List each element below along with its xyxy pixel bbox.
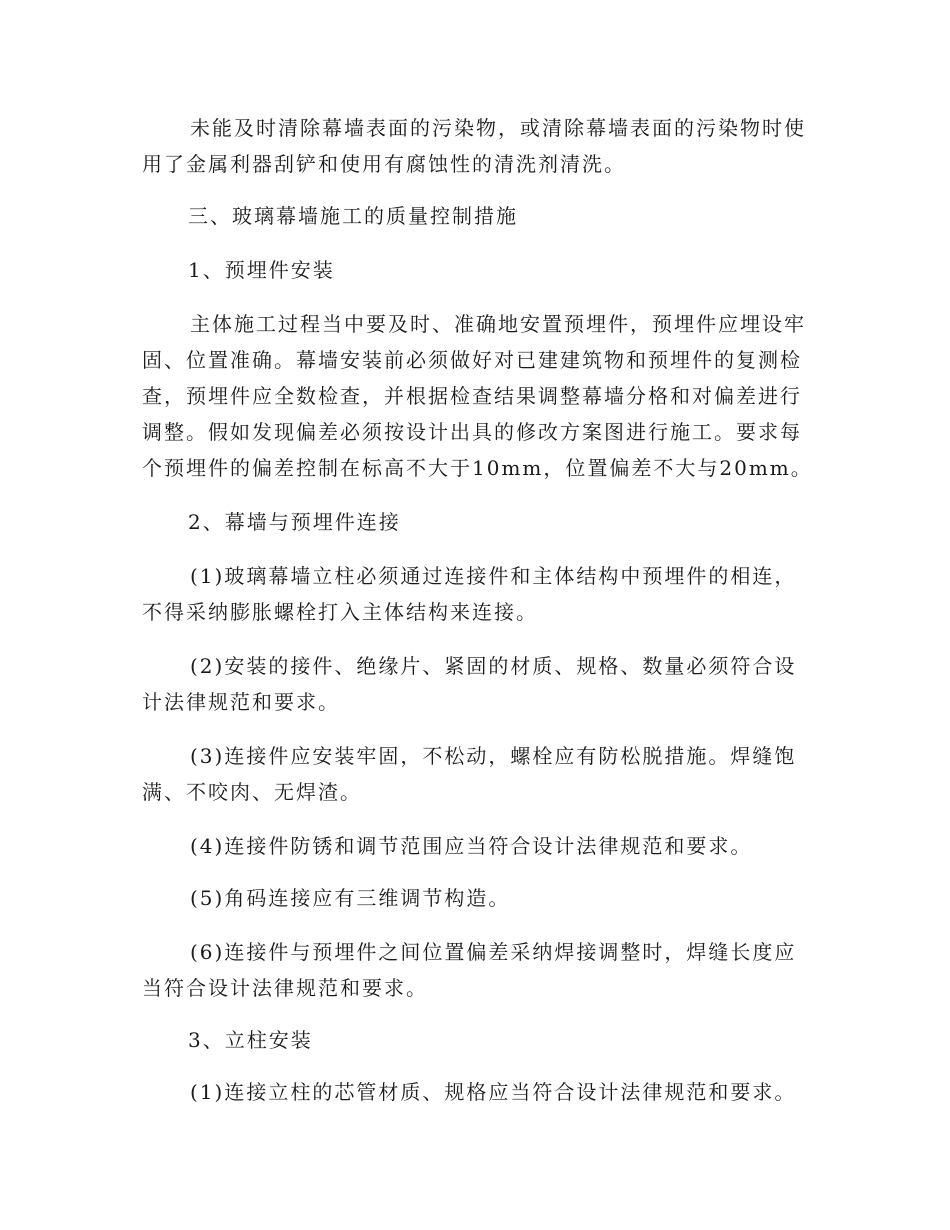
paragraph-line: (2)安装的接件、绝缘片、紧固的材质、规格、数量必须符合设 [190,654,797,678]
section-heading: 三、玻璃幕墙施工的质量控制措施 [188,204,518,228]
paragraph-line: 计法律规范和要求。 [142,690,340,714]
paragraph-line: 未能及时清除幕墙表面的污染物，或清除幕墙表面的污染物时使 [190,116,806,140]
paragraph-line: (3)连接件应安装牢固，不松动，螺栓应有防松脱措施。焊缝饱 [190,744,797,768]
paragraph-line: (1)连接立柱的芯管材质、规格应当符合设计法律规范和要求。 [190,1080,797,1104]
paragraph-line: (5)角码连接应有三维调节构造。 [190,886,511,910]
subsection-heading: 3、立柱安装 [188,1028,313,1052]
subsection-heading: 2、幕墙与预埋件连接 [188,510,401,534]
paragraph-line: 调整。假如发现偏差必须按设计出具的修改方案图进行施工。要求每 [142,420,802,444]
paragraph-line: (1)玻璃幕墙立柱必须通过连接件和主体结构中预埋件的相连， [190,564,797,588]
paragraph-line: 主体施工过程当中要及时、准确地安置预埋件，预埋件应埋设牢 [190,312,806,336]
paragraph-line: 满、不咬肉、无焊渣。 [142,780,362,804]
subsection-heading: 1、预埋件安装 [188,258,335,282]
paragraph-line: 当符合设计法律规范和要求。 [142,976,428,1000]
paragraph-line: (4)连接件防锈和调节范围应当符合设计法律规范和要求。 [190,834,753,858]
paragraph-line: 个预埋件的偏差控制在标高不大于10mm，位置偏差不大与20mm。 [142,456,813,480]
paragraph-line: (6)连接件与预埋件之间位置偏差采纳焊接调整时，焊缝长度应 [190,940,797,964]
paragraph-line: 用了金属利器刮铲和使用有腐蚀性的清洗剂清洗。 [142,152,626,176]
paragraph-line: 查，预埋件应全数检查，并根据检查结果调整幕墙分格和对偏差进行 [142,384,802,408]
paragraph-line: 固、位置准确。幕墙安装前必须做好对已建建筑物和预埋件的复测检 [142,348,802,372]
paragraph-line: 不得采纳膨胀螺栓打入主体结构来连接。 [142,600,538,624]
